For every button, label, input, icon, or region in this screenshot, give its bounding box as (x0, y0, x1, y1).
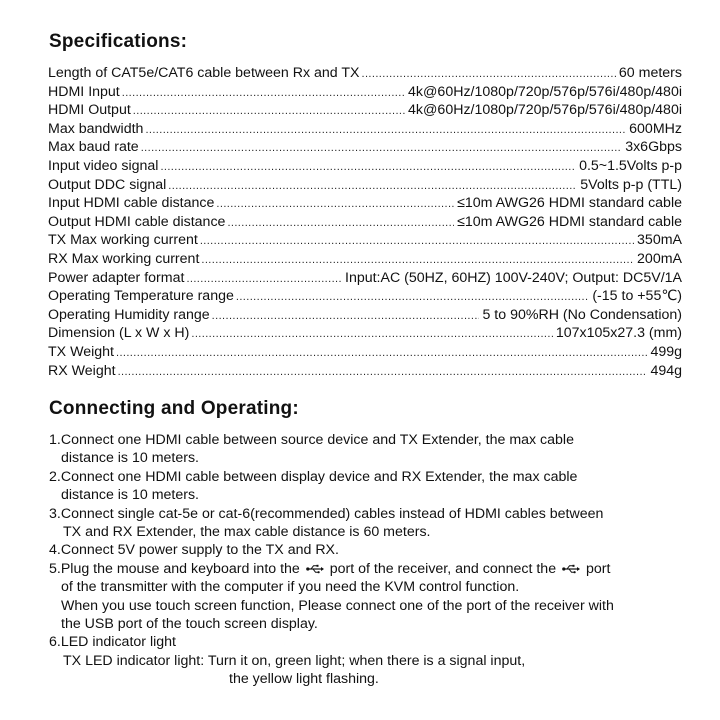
dot-leader (160, 158, 576, 177)
spec-value: 4k@60Hz/1080p/720p/576p/576i/480p/480i (408, 102, 682, 119)
spec-label: RX Max working current (48, 250, 200, 267)
spec-label: Max bandwidth (48, 120, 144, 137)
spec-row (48, 194, 682, 213)
spec-label: TX Weight (48, 343, 114, 360)
spec-row (48, 231, 682, 250)
spec-value: 600MHz (629, 120, 682, 137)
spec-label: Operating Temperature range (48, 288, 234, 305)
spec-row (48, 83, 682, 102)
spec-row (48, 101, 682, 120)
spec-value: 5Volts p-p (TTL) (580, 176, 682, 193)
usb-icon (306, 564, 324, 574)
spec-label: RX Weight (48, 362, 116, 379)
dot-leader (236, 288, 589, 307)
spec-label: Power adapter format (48, 269, 185, 286)
step-5-line-3: When you use touch screen function, Please connect one of the port of the receiver with (61, 597, 614, 614)
dot-leader (200, 232, 634, 251)
spec-value: 5 to 90%RH (No Condensation) (482, 306, 682, 323)
dot-leader (168, 177, 577, 196)
spec-row (48, 269, 682, 288)
step-5-line-4: the USB port of the touch screen display. (61, 616, 318, 633)
spec-row (48, 176, 682, 195)
spec-label: Output HDMI cable distance (48, 213, 226, 230)
usb-icon (562, 564, 580, 574)
spec-label: HDMI Output (48, 102, 131, 119)
spec-value: 107x105x27.3 (mm) (555, 325, 682, 342)
step-6-line-2: TX LED indicator light: Turn it on, green light; when there is a signal input, (63, 652, 526, 669)
spec-row (48, 250, 682, 269)
spec-row (48, 157, 682, 176)
spec-value: 60 meters (618, 65, 682, 81)
specifications-table (48, 64, 682, 380)
spec-value: 4k@60Hz/1080p/720p/576p/576i/480p/480i (408, 83, 682, 100)
step-2-line-2: distance is 10 meters. (61, 487, 199, 504)
spec-row (48, 343, 682, 362)
spec-value: Input:AC (50HZ, 60HZ) 100V-240V; Output: DC5V/1A (345, 269, 682, 286)
spec-row (48, 324, 682, 343)
spec-label: Input video signal (48, 157, 159, 174)
spec-label: Length of CAT5e/CAT6 cable between Rx and TX (48, 65, 360, 81)
step-6-line-3: the yellow light flashing. (229, 671, 379, 688)
specifications-heading: Specifications: (49, 31, 188, 52)
dot-leader (201, 251, 634, 270)
spec-value: 0.5~1.5Volts p-p (579, 157, 682, 174)
dot-leader (122, 84, 405, 103)
dot-leader (191, 325, 552, 344)
step-5-line-1 (49, 560, 689, 578)
spec-value: ≤10m AWG26 HDMI standard cable (457, 195, 682, 212)
dot-leader (362, 65, 616, 84)
spec-row (48, 287, 682, 306)
step-5-text-a: 5.Plug the mouse and keyboard into the (49, 560, 300, 577)
spec-row (48, 64, 682, 83)
dot-leader (118, 363, 648, 382)
spec-row (48, 120, 682, 139)
spec-value: 3x6Gbps (625, 139, 682, 156)
dot-leader (116, 344, 647, 363)
dot-leader (186, 270, 342, 289)
dot-leader (227, 214, 454, 233)
spec-label: HDMI Input (48, 83, 120, 100)
step-5-text-b: port of the receiver, and connect the (329, 560, 557, 577)
step-3-line-1: 3.Connect single cat-5e or cat-6(recommended) cables instead of HDMI cables between (49, 505, 604, 522)
spec-label: Operating Humidity range (48, 306, 210, 323)
dot-leader (133, 102, 405, 121)
spec-value: 494g (650, 362, 682, 379)
step-2-line-1: 2.Connect one HDMI cable between display device and RX Extender, the max cable (49, 468, 578, 485)
spec-value: 200mA (637, 250, 682, 267)
spec-row (48, 138, 682, 157)
step-1-line-2: distance is 10 meters. (61, 450, 199, 467)
spec-row (48, 362, 682, 381)
dot-leader (216, 195, 454, 214)
spec-label: TX Max working current (48, 232, 198, 249)
dot-leader (145, 121, 626, 140)
spec-value: ≤10m AWG26 HDMI standard cable (457, 213, 682, 230)
spec-value: (-15 to +55℃) (592, 288, 682, 305)
spec-row (48, 306, 682, 325)
spec-label: Input HDMI cable distance (48, 195, 215, 212)
spec-label: Output DDC signal (48, 176, 167, 193)
spec-row (48, 213, 682, 232)
step-5-line-2: of the transmitter with the computer if you need the KVM control function. (61, 579, 520, 596)
step-1-line-1: 1.Connect one HDMI cable between source device and TX Extender, the max cable (49, 432, 574, 448)
step-4-line-1: 4.Connect 5V power supply to the TX and RX. (49, 542, 339, 559)
dot-leader (141, 139, 623, 158)
step-3-line-2: TX and RX Extender, the max cable distance is 60 meters. (63, 524, 431, 541)
spec-label: Dimension (L x W x H) (48, 325, 190, 342)
spec-label: Max baud rate (48, 139, 139, 156)
connecting-steps (49, 431, 689, 689)
connecting-heading: Connecting and Operating: (49, 398, 299, 419)
step-5-text-c: port (586, 560, 611, 577)
step-6-line-1: 6.LED indicator light (49, 634, 176, 651)
spec-value: 499g (650, 343, 682, 360)
dot-leader (212, 307, 480, 326)
spec-value: 350mA (637, 232, 682, 249)
